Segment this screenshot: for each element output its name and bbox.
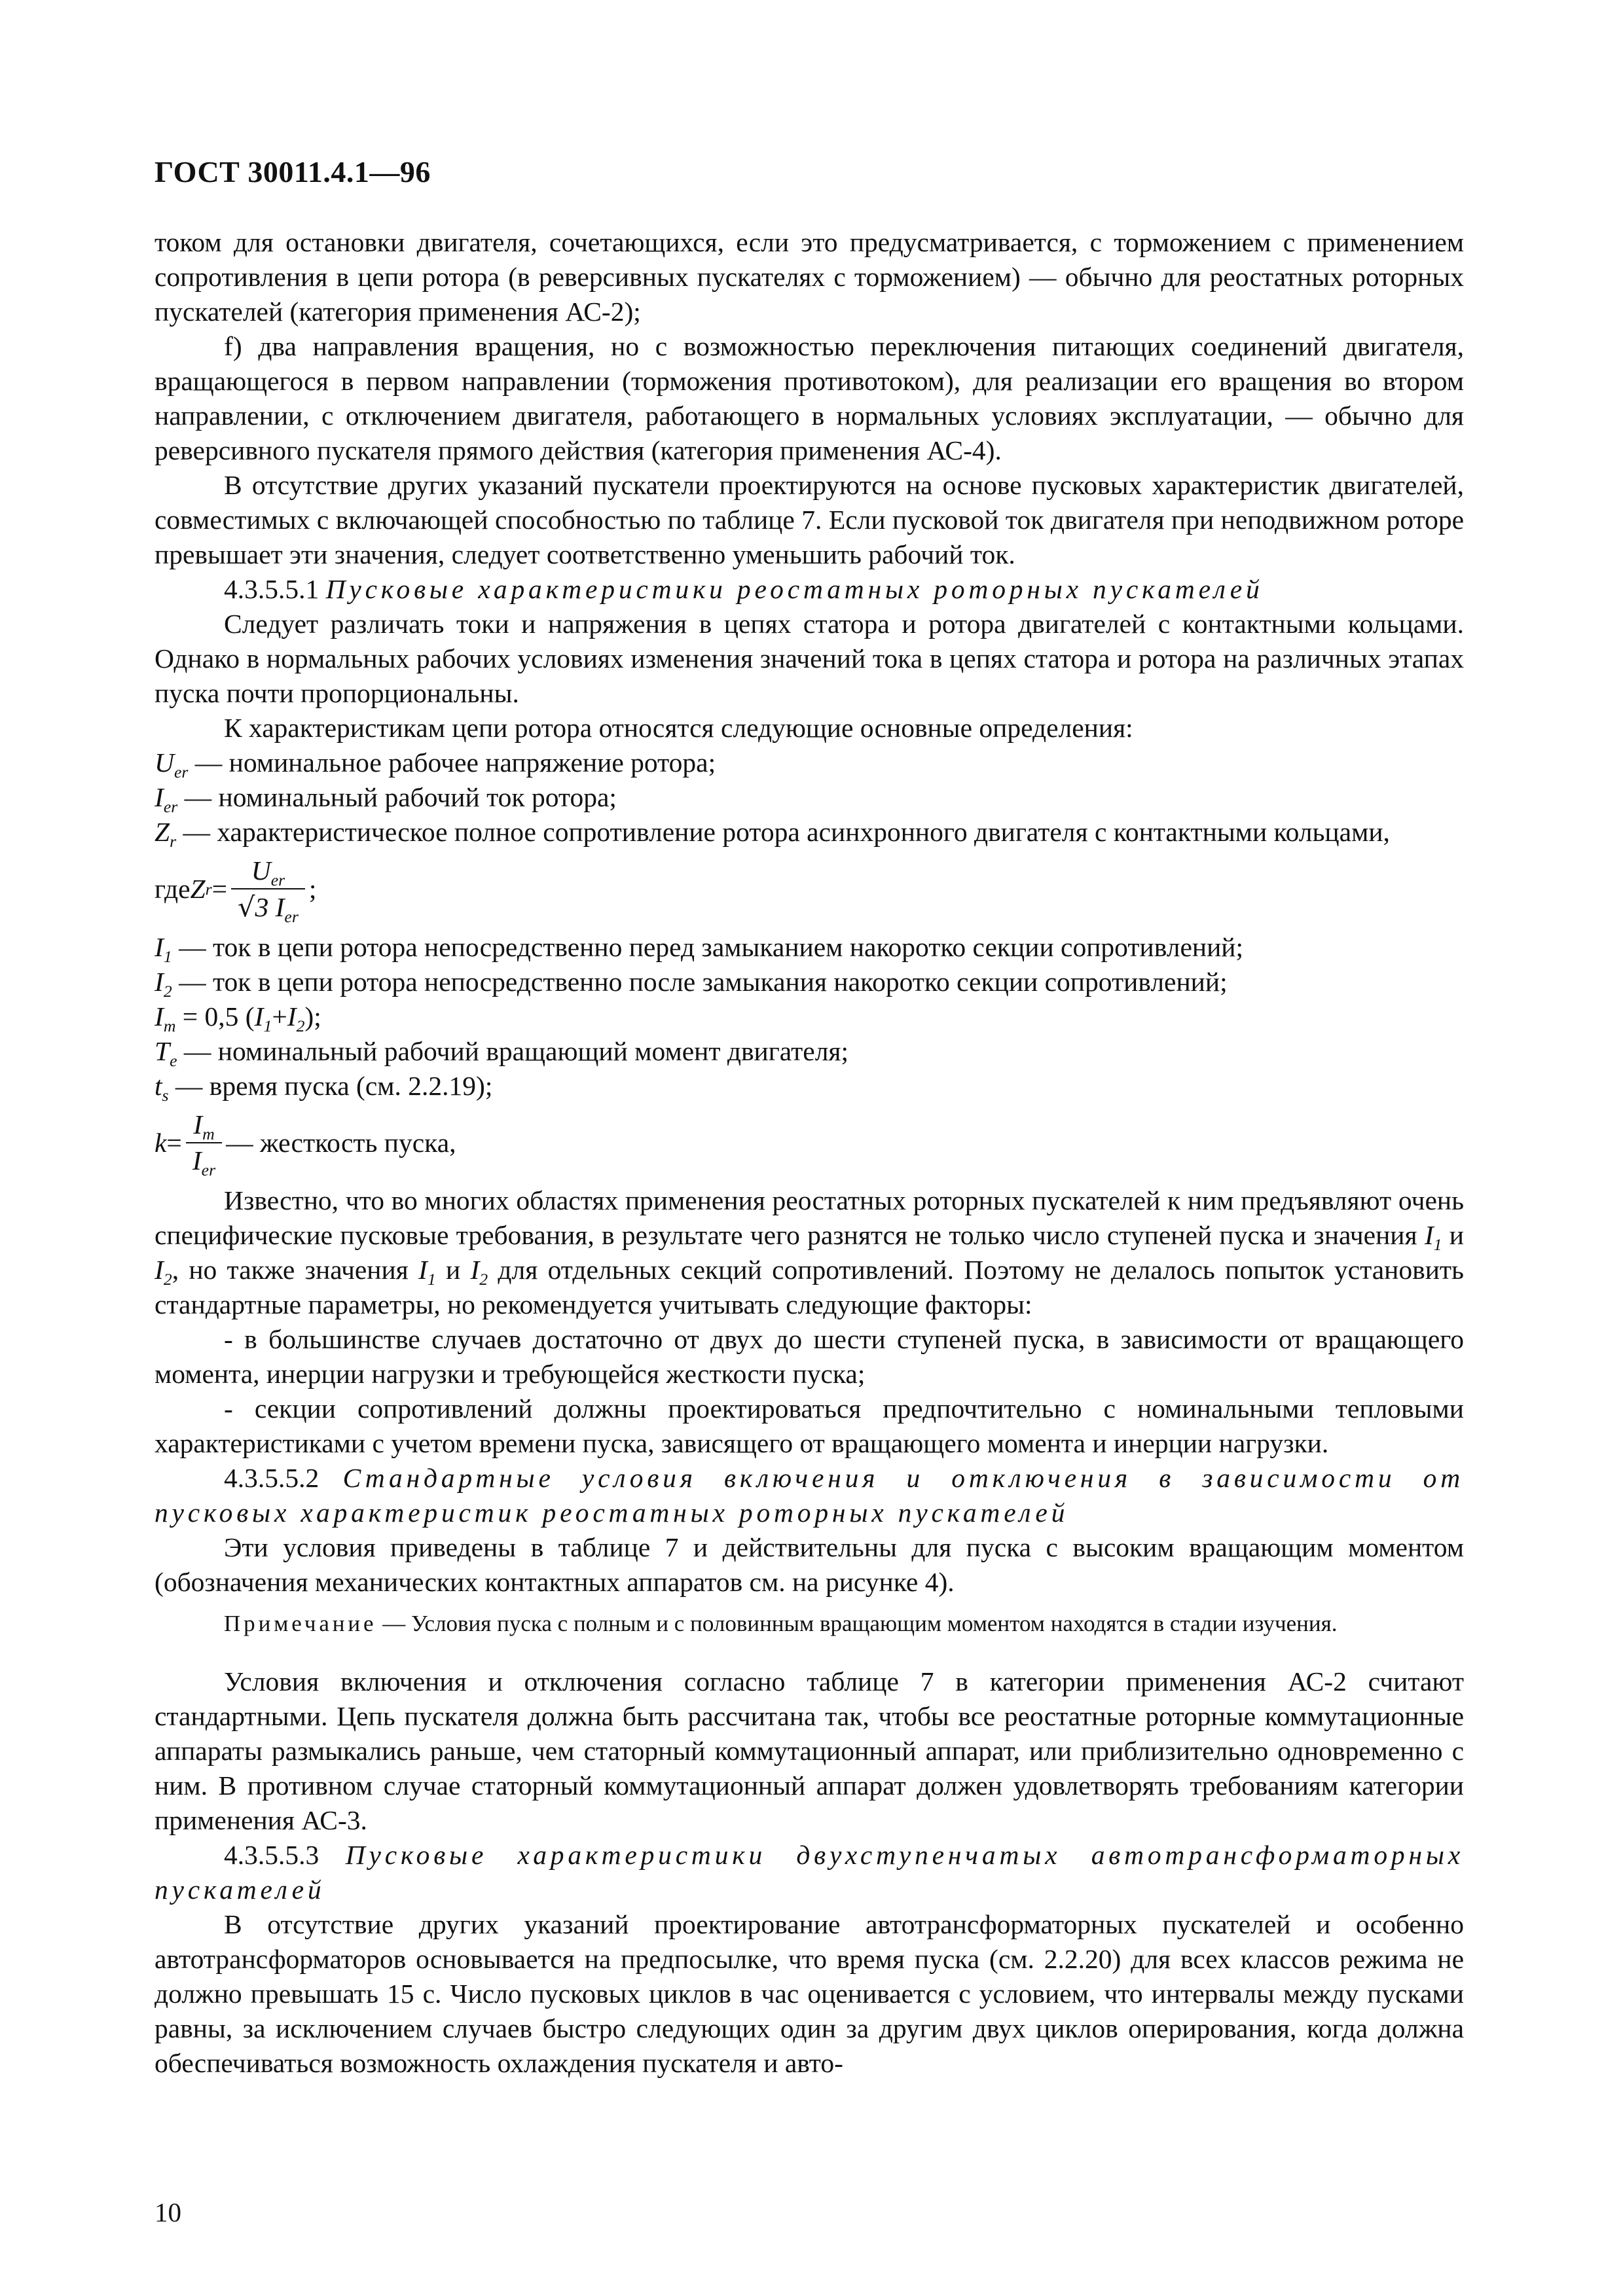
subscript: s xyxy=(162,1086,169,1105)
plus-sign: + xyxy=(272,1001,287,1031)
definition xyxy=(155,930,1464,965)
note-label: Примечание xyxy=(224,1611,377,1636)
section-heading xyxy=(155,1838,1464,1907)
section-heading xyxy=(155,1461,1464,1530)
symbol: T xyxy=(155,1036,170,1066)
definition-text: = 0,5 ( xyxy=(175,1001,255,1031)
definition-text: — ток в цепи ротора непосредственно перед замыканием накоротко секции сопротивлений; xyxy=(172,932,1244,962)
denominator xyxy=(186,1142,222,1178)
paragraph: К характеристикам цепи ротора относятся следующие основные определения: xyxy=(224,713,1133,743)
symbol: I xyxy=(470,1255,480,1285)
definition xyxy=(155,1069,1464,1103)
subscript: er xyxy=(201,1160,216,1179)
definition xyxy=(155,999,1464,1034)
sqrt-icon: √ xyxy=(238,891,255,923)
section-number: 4.3.5.5.1 xyxy=(224,574,319,604)
subscript: e xyxy=(170,1051,177,1070)
section-number: 4.3.5.5.3 xyxy=(224,1840,319,1870)
subscript: m xyxy=(202,1124,215,1143)
definition xyxy=(155,780,1464,815)
symbol: I xyxy=(155,782,164,812)
formula-end: ; xyxy=(308,874,317,904)
document-header: ГОСТ 30011.4.1—96 xyxy=(155,155,431,188)
definition-text: — ток в цепи ротора непосредственно после замыкания накоротко секции сопротивлений; xyxy=(172,967,1228,997)
paragraph: Эти условия приведены в таблице 7 и действительны для пуска с высоким вращающим моментом (обозначения механических контактных аппаратов см. на рисунке 4). xyxy=(155,1532,1464,1597)
list-item: - секции сопротивлений должны проектироваться предпочтительно с номинальными тепловыми характеристиками с учетом времени пуска, зависящего от вращающего момента и инерции нагрузки. xyxy=(155,1393,1464,1458)
subscript: m xyxy=(163,1016,176,1035)
numerator xyxy=(245,853,291,888)
symbol: I xyxy=(254,1001,264,1031)
section-title: Стандартные условия включения и отключения в зависимости от пусковых характеристик реостатных роторных пускателей xyxy=(155,1463,1464,1528)
subscript: 1 xyxy=(1433,1235,1442,1254)
subscript: 2 xyxy=(479,1270,488,1289)
definition xyxy=(155,745,1464,780)
list-item: - в большинстве случаев достаточно от двух до шести ступеней пуска, в зависимости от вращающего момента, инерции нагрузки и требующейся жесткости пуска; xyxy=(155,1324,1464,1389)
symbol: U xyxy=(155,747,174,778)
text-run: , но также значения xyxy=(172,1255,419,1285)
symbol: I xyxy=(1424,1220,1434,1250)
formula-zr: где Z r = $\frac{U_{er}}{√3 I_{er}}$ ; xyxy=(155,853,1464,925)
paragraph: током для остановки двигателя, сочетающихся, если это предусматривается, с торможением с применением сопротивления в цепи ротора (в реверсивных пускателях с торможением) — обычно для реостатных роторных пускателей (категория применения АС-2); xyxy=(155,227,1464,327)
equals-sign: = xyxy=(166,1127,182,1158)
section-title: Пусковые характеристики двухступенчатых автотрансформаторных пускателей xyxy=(155,1840,1465,1905)
subscript: 1 xyxy=(427,1270,436,1289)
definition-text: — номинальный рабочий вращающий момент двигателя; xyxy=(177,1036,849,1066)
subscript: er xyxy=(270,870,285,889)
definition-text: — характеристическое полное сопротивление ротора асинхронного двигателя с контактными кольцами, xyxy=(176,817,1390,847)
symbol: I xyxy=(155,1255,164,1285)
symbol: t xyxy=(155,1071,162,1101)
section-heading xyxy=(155,572,1464,607)
document-body xyxy=(155,225,1464,2081)
paragraph: Следует различать токи и напряжения в цепях статора и ротора двигателей с контактными кольцами. Однако в нормальных рабочих условиях изменения значений тока в цепях статора и ротора на различных этапах пуска почти пропорциональны. xyxy=(155,609,1464,708)
symbol: Z xyxy=(155,817,170,847)
denominator-symbol: 3 I xyxy=(255,892,285,922)
subscript: 1 xyxy=(163,947,172,966)
text-run: для отдельных секций сопротивлений. Поэтому не делалось попыток установить стандартные параметры, но рекомендуется учитывать следующие факторы: xyxy=(155,1255,1464,1319)
section-title: Пусковые характеристики реостатных роторных пускателей xyxy=(325,574,1264,604)
formula-lhs: k xyxy=(155,1127,167,1158)
note xyxy=(155,1609,1464,1638)
text-run: и xyxy=(435,1255,471,1285)
numerator xyxy=(187,1107,221,1142)
subscript: 2 xyxy=(296,1016,305,1035)
definition xyxy=(155,815,1464,850)
subscript: r xyxy=(170,832,177,851)
definition-text: — время пуска (см. 2.2.19); xyxy=(168,1071,493,1101)
subscript: er xyxy=(284,907,299,926)
paragraph: В отсутствие других указаний проектирование автотрансформаторных пускателей и особенно автотрансформаторов основывается на предпосылке, что время пуска (см. 2.2.20) для всех классов режима не должно превышать 15 с. Число пусковых циклов в час оценивается с условием, что интервалы между пусками равны, за исключением случаев быстро следующих один за другим двух циклов оперирования, когда должна обеспечиваться возможность охлаждения пускателя и авто- xyxy=(155,1909,1464,2078)
note-text: — Условия пуска с полным и с половинным вращающим моментом находятся в стадии изучения. xyxy=(376,1611,1338,1636)
symbol: I xyxy=(287,1001,297,1031)
text-run: Известно, что во многих областях применения реостатных роторных пускателей к ним предъявляют очень специфические пусковые требования, в результате чего разнятся не только число ступеней пуска и значения xyxy=(155,1185,1464,1250)
symbol: I xyxy=(155,967,164,997)
denominator-symbol: I xyxy=(192,1145,202,1175)
symbol: I xyxy=(155,932,164,962)
formula-text: — жесткость пуска, xyxy=(226,1127,456,1158)
text-run: и xyxy=(1442,1220,1464,1250)
formula-lhs: Z xyxy=(190,874,206,904)
subscript: 2 xyxy=(163,1270,172,1289)
equals-sign: = xyxy=(211,874,228,904)
subscript: er xyxy=(173,762,189,781)
formula-prefix: где xyxy=(155,874,191,904)
definition xyxy=(155,1034,1464,1069)
list-item-f: f) два направления вращения, но с возможностью переключения питающих соединений двигателя, вращающегося в первом направлении (торможения противотоком), для реализации его вращения во втором направлении, с отключением двигателя, работающего в нормальных условиях эксплуатации, — обычно для реверсивного пускателя прямого действия (категория применения АС-4). xyxy=(155,331,1464,465)
definition-end: ); xyxy=(304,1001,321,1031)
paragraph: Условия включения и отключения согласно таблице 7 в категории применения АС-2 считают стандартными. Цепь пускателя должна быть рассчитана так, чтобы все реостатные роторные коммутационные аппараты размыкались раньше, чем статорный коммутационный аппарат, или приблизительно одновременно с ним. В противном случае статорный коммутационный аппарат должен удовлетворять требованиям категории применения АС-3. xyxy=(155,1666,1464,1835)
page-number: 10 xyxy=(155,2197,181,2227)
subscript: er xyxy=(163,797,178,816)
definition-text: — номинальный рабочий ток ротора; xyxy=(177,782,617,812)
symbol: I xyxy=(155,1001,164,1031)
definition xyxy=(155,965,1464,999)
section-number: 4.3.5.5.2 xyxy=(224,1463,319,1493)
fraction xyxy=(231,853,305,925)
symbol: I xyxy=(418,1255,428,1285)
subscript: 1 xyxy=(263,1016,272,1035)
paragraph: В отсутствие других указаний пускатели проектируются на основе пусковых характеристик двигателей, совместимых с включающей способностью по таблице 7. Если пусковой ток двигателя при неподвижном роторе превышает эти значения, следует соответственно уменьшить рабочий ток. xyxy=(155,470,1464,569)
subscript: 2 xyxy=(163,982,172,1001)
definition-text: — номинальное рабочее напряжение ротора; xyxy=(188,747,716,778)
formula-k xyxy=(155,1107,1464,1178)
fraction xyxy=(186,1107,222,1178)
denominator xyxy=(231,888,305,925)
numerator-symbol: U xyxy=(251,855,271,886)
numerator-symbol: I xyxy=(193,1109,203,1139)
paragraph xyxy=(155,1183,1464,1322)
